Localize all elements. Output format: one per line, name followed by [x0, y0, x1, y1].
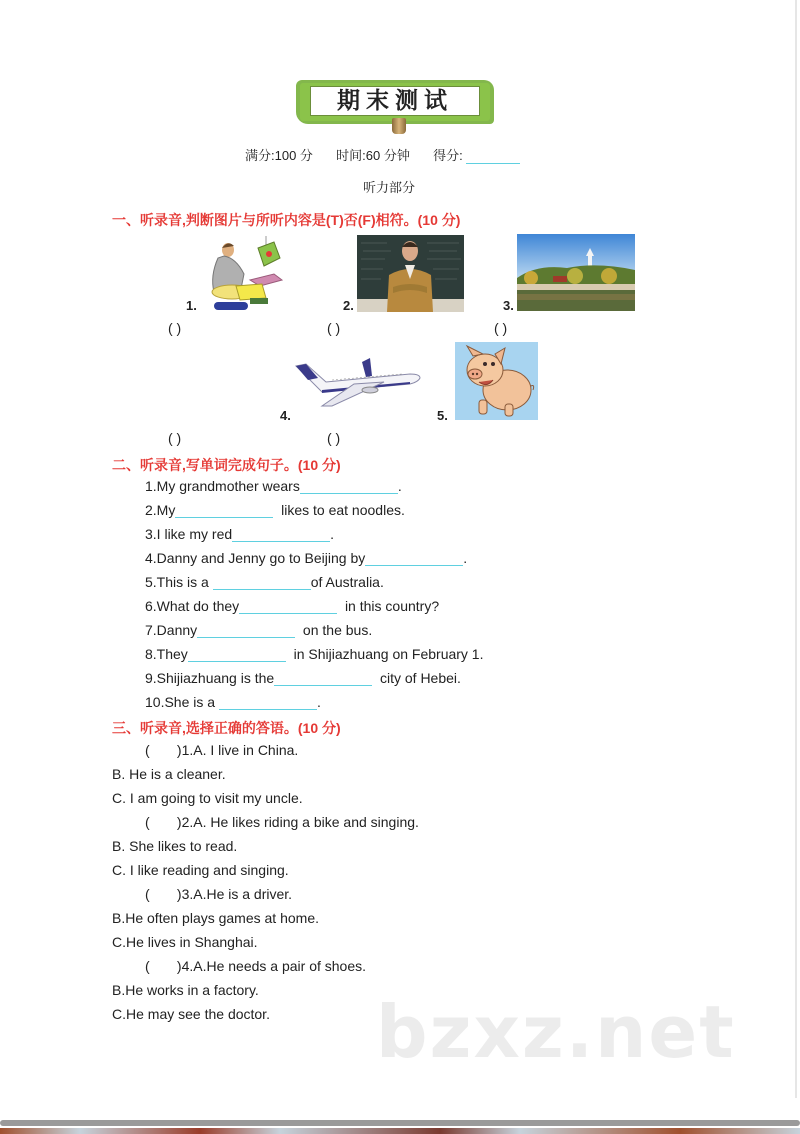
- exam-meta: [245, 145, 520, 164]
- sentence-text: .: [330, 526, 335, 542]
- question-4-option-c: C.He may see the doctor.: [112, 1006, 270, 1022]
- blank-10[interactable]: [219, 695, 317, 710]
- fill-sentence-8: [145, 646, 484, 662]
- sentence-text: on the bus.: [295, 622, 373, 638]
- horizontal-scrollbar[interactable]: [0, 1120, 800, 1126]
- fill-sentence-5: [145, 574, 384, 590]
- question-4-option-b: B.He works in a factory.: [112, 982, 259, 998]
- teacher-at-blackboard-image: [357, 235, 464, 312]
- sentence-text: .: [463, 550, 468, 566]
- score-label: 得分:: [433, 148, 463, 163]
- fill-sentence-6: [145, 598, 439, 614]
- score-input-line[interactable]: [466, 151, 520, 164]
- answer-paren-2[interactable]: ( ): [145, 814, 182, 830]
- answer-paren-3[interactable]: ( ): [145, 886, 182, 902]
- sentence-text: likes to eat noodles.: [273, 502, 405, 518]
- airplane-image: [292, 352, 422, 408]
- blank-9[interactable]: [274, 671, 372, 686]
- question-1-option-b: B. He is a cleaner.: [112, 766, 226, 782]
- item4-answer-paren[interactable]: ( ): [168, 430, 182, 446]
- item2-answer-paren[interactable]: ( ): [327, 320, 341, 336]
- item1-number: 1.: [186, 298, 197, 313]
- time-limit: 时间:60 分钟: [336, 148, 410, 163]
- next-page-preview-strip: [0, 1128, 800, 1134]
- section2-heading: 二、听录音,写单词完成句子。(10 分): [112, 457, 341, 473]
- option-a-text: 2.A. He likes riding a bike and singing.: [181, 814, 419, 830]
- question-3-option-b: B.He often plays games at home.: [112, 910, 319, 926]
- item2-number: 2.: [343, 298, 354, 313]
- sentence-text: 5.This is a: [145, 574, 213, 590]
- sentence-text: 3.I like my red: [145, 526, 233, 542]
- question-2-option-c: C. I like reading and singing.: [112, 862, 289, 878]
- blank-1[interactable]: [300, 479, 398, 494]
- sentence-text: 2.My: [145, 502, 176, 518]
- sentence-text: 1.My grandmother wears: [145, 478, 300, 494]
- sentence-text: .: [397, 478, 402, 494]
- question-2-option-b: B. She likes to read.: [112, 838, 238, 854]
- section3-heading: 三、听录音,选择正确的答语。(10 分): [112, 720, 341, 736]
- watermark: bzxz.net: [376, 990, 736, 1074]
- fill-sentence-10: [145, 694, 321, 710]
- sentence-text: city of Hebei.: [372, 670, 461, 686]
- item3-number: 3.: [503, 298, 514, 313]
- full-score: 满分:100 分: [245, 148, 313, 163]
- question-2-option-a: [145, 814, 419, 830]
- fill-sentence-3: [145, 526, 334, 542]
- blank-8[interactable]: [188, 647, 286, 662]
- item3-answer-paren[interactable]: ( ): [494, 320, 508, 336]
- fill-sentence-9: [145, 670, 461, 686]
- option-a-text: 3.A.He is a driver.: [181, 886, 293, 902]
- option-a-text: 1.A. I live in China.: [181, 742, 299, 758]
- item5-number: 5.: [437, 408, 448, 423]
- sentence-text: in this country?: [337, 598, 440, 614]
- fill-sentence-7: [145, 622, 372, 638]
- sentence-text: 4.Danny and Jenny go to Beijing by: [145, 550, 366, 566]
- blank-7[interactable]: [197, 623, 295, 638]
- sentence-text: 7.Danny: [145, 622, 198, 638]
- item1-answer-paren[interactable]: ( ): [168, 320, 182, 336]
- item4-number: 4.: [280, 408, 291, 423]
- man-making-kites-image: [200, 236, 300, 314]
- blank-5[interactable]: [213, 575, 311, 590]
- sentence-text: 6.What do they: [145, 598, 240, 614]
- section1-heading: 一、听录音,判断图片与所听内容是(T)否(F)相符。(10 分): [112, 212, 461, 228]
- blank-3[interactable]: [232, 527, 330, 542]
- cartoon-pig-image: [455, 342, 538, 420]
- sentence-text: in Shijiazhuang on February 1.: [285, 646, 484, 662]
- beihai-park-pagoda-image: [517, 234, 635, 311]
- sentence-text: 8.They: [145, 646, 188, 662]
- sentence-text: .: [316, 694, 321, 710]
- page-title: 期末测试: [337, 88, 453, 114]
- blank-4[interactable]: [365, 551, 463, 566]
- question-4-option-a: [145, 958, 366, 974]
- item5-answer-paren[interactable]: ( ): [327, 430, 341, 446]
- answer-paren-1[interactable]: ( ): [145, 742, 182, 758]
- banner-frame: [310, 86, 480, 116]
- question-3-option-c: C.He lives in Shanghai.: [112, 934, 258, 950]
- sentence-text: of Australia.: [310, 574, 384, 590]
- fill-sentence-4: [145, 550, 467, 566]
- blank-6[interactable]: [239, 599, 337, 614]
- sentence-text: 10.She is a: [145, 694, 219, 710]
- option-a-text: 4.A.He needs a pair of shoes.: [181, 958, 367, 974]
- part-label: 听力部分: [363, 180, 416, 195]
- fill-sentence-2: [145, 502, 405, 518]
- question-3-option-a: [145, 886, 292, 902]
- blank-2[interactable]: [175, 503, 273, 518]
- fill-sentence-1: [145, 478, 402, 494]
- question-1-option-a: [145, 742, 298, 758]
- sentence-text: 9.Shijiazhuang is the: [145, 670, 275, 686]
- question-1-option-c: C. I am going to visit my uncle.: [112, 790, 303, 806]
- banner-tassel-icon: [392, 118, 406, 134]
- answer-paren-4[interactable]: ( ): [145, 958, 182, 974]
